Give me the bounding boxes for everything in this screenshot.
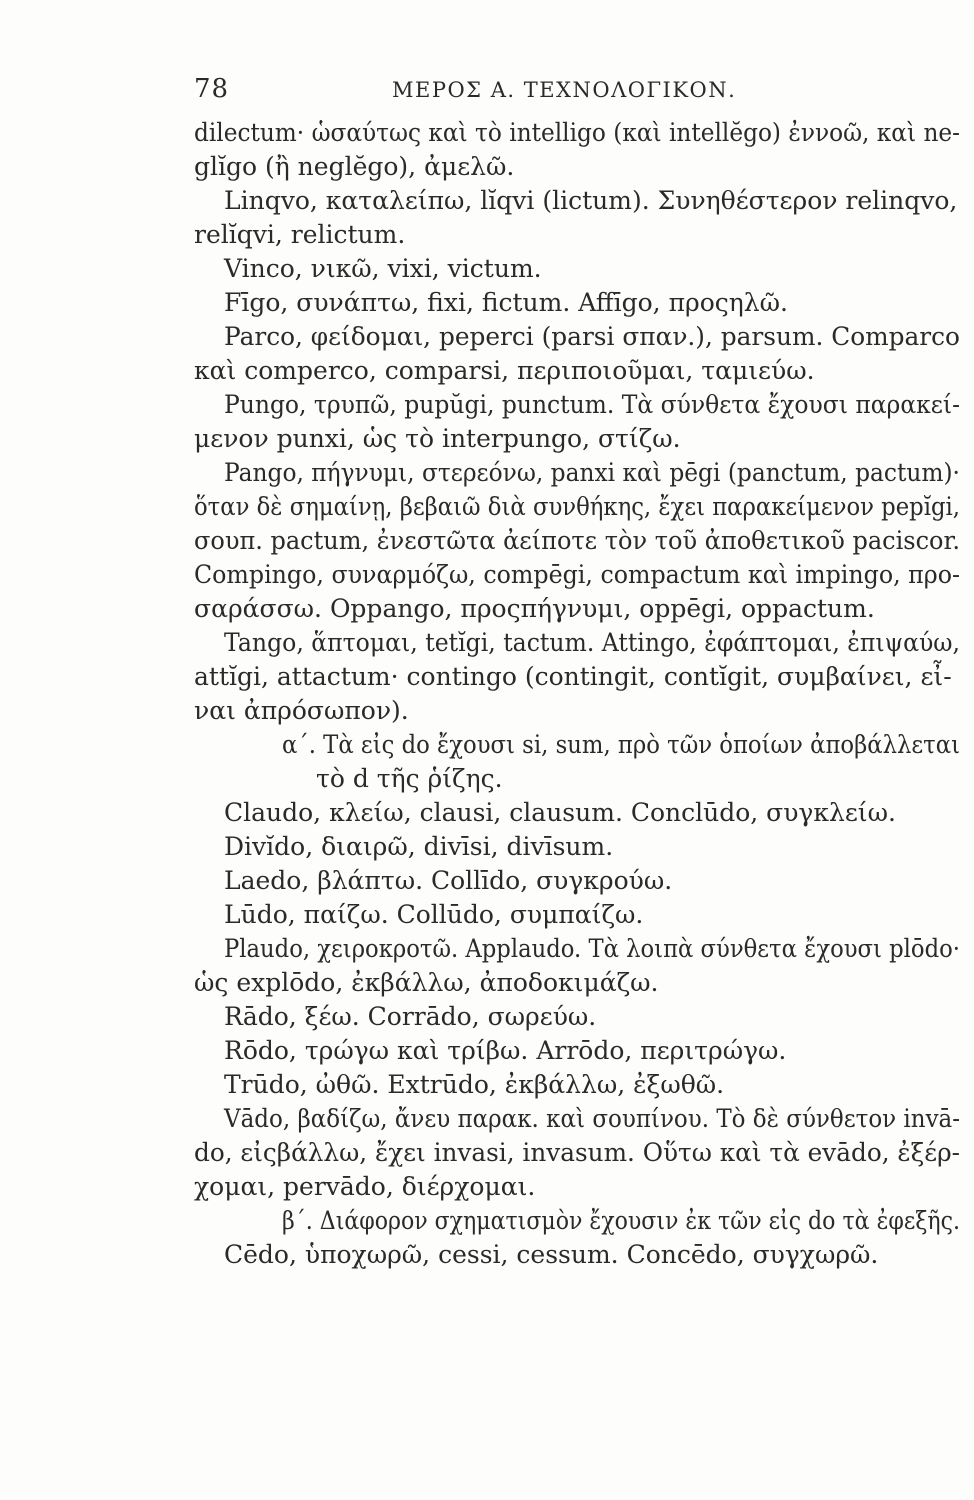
text-line: Vādo, βαδίζω, ἄνευ παρακ. καὶ σουπίνου. Τὸ δὲ σύνθετον invā- <box>224 1104 961 1133</box>
text-line: Divĭdo, διαιρῶ, divīsi, divīsum. <box>224 832 614 861</box>
section-heading: α΄. Τὰ εἰς do ἔχουσι si, sum, πρὸ τῶν ὁποίων ἀποβάλλεται <box>282 730 961 759</box>
text-line: Laedo, βλάπτω. Collīdo, συγκρούω. <box>224 866 673 895</box>
text-line: σαράσσω. Oppango, προςπήγνυμι, oppēgi, oppactum. <box>194 594 875 623</box>
text-line: Compingo, συναρμόζω, compēgi, compactum καὶ impingo, προ- <box>194 560 960 589</box>
text-line: Parco, φείδομαι, peperci (parsi σπαν.), parsum. Comparco <box>224 322 960 351</box>
text-line: Linqvo, καταλείπω, lĭqvi (lictum). Συνηθέστερον relinqvo, <box>224 186 958 215</box>
text-line: τὸ d τῆς ῥίζης. <box>316 764 503 793</box>
text-line: Tango, ἅπτομαι, tetĭgi, tactum. Attingo, ἐφάπτομαι, ἐπιψαύω, <box>224 628 960 657</box>
page-number: 78 <box>194 74 230 104</box>
text-line: Cēdo, ὑποχωρῶ, cessi, cessum. Concēdo, συγχωρῶ. <box>224 1240 879 1269</box>
text-line: do, εἰςβάλλω, ἔχει invasi, invasum. Οὕτω καὶ τὰ evādo, ἐξέρ- <box>194 1138 961 1167</box>
text-line: Fīgo, συνάπτω, fixi, fictum. Affīgo, προςηλῶ. <box>224 288 788 317</box>
text-line: ὅταν δὲ σημαίνῃ, βεβαιῶ διὰ συνθήκης, ἔχει παρακείμενον pepĭgi, <box>194 492 961 521</box>
text-line: Vinco, νικῶ, vixi, victum. <box>224 254 542 283</box>
text-line: dilectum· ὡσαύτως καὶ τὸ intelligo (καὶ intellĕgo) ἐννοῶ, καὶ ne- <box>194 118 961 147</box>
text-line: Claudo, κλείω, clausi, clausum. Conclūdo, συγκλείω. <box>224 798 896 827</box>
text-line: καὶ comperco, comparsi, περιποιοῦμαι, ταμιεύω. <box>194 356 815 385</box>
running-head: ΜΕΡΟΣ Α. ΤΕΧΝΟΛΟΓΙΚΟΝ. <box>392 78 737 102</box>
text-line: ναι ἀπρόσωπον). <box>194 696 409 725</box>
text-line: Pungo, τρυπῶ, pupŭgi, punctum. Τὰ σύνθετα ἔχουσι παρακεί- <box>224 390 961 419</box>
text-line: Plaudo, χειροκροτῶ. Applaudo. Τὰ λοιπὰ σύνθετα ἔχουσι plōdo· <box>224 934 960 963</box>
text-line: Trūdo, ὠθῶ. Extrūdo, ἐκβάλλω, ἐξωθῶ. <box>224 1070 725 1099</box>
text-line: attĭgi, attactum· contingo (contingit, contĭgit, συμβαίνει, εἶ- <box>194 662 952 691</box>
text-line: χομαι, pervādo, διέρχομαι. <box>194 1172 536 1201</box>
section-heading: β΄. Διάφορον σχηματισμὸν ἔχουσιν ἐκ τῶν εἰς do τὰ ἐφεξῆς. <box>282 1206 960 1235</box>
text-line: Rōdo, τρώγω καὶ τρίβω. Arrōdo, περιτρώγω. <box>224 1036 787 1065</box>
text-line: μενον punxi, ὡς τὸ interpungo, στίζω. <box>194 424 681 453</box>
text-line: σουπ. pactum, ἐνεστῶτα ἀείποτε τὸν τοῦ ἀποθετικοῦ paciscor. <box>194 526 960 555</box>
text-line: glĭgo (ἢ neglĕgo), ἀμελῶ. <box>194 152 515 181</box>
text-line: Rādo, ξέω. Corrādo, σωρεύω. <box>224 1002 597 1031</box>
text-line: Lūdo, παίζω. Collūdo, συμπαίζω. <box>224 900 644 929</box>
text-line: relĭqvi, relictum. <box>194 220 406 249</box>
text-line: ὡς explōdo, ἐκβάλλω, ἀποδοκιμάζω. <box>194 968 659 997</box>
text-line: Pango, πήγνυμι, στερεόνω, panxi καὶ pēgi (panctum, pactum)· <box>224 458 960 487</box>
page-header <box>194 74 774 108</box>
